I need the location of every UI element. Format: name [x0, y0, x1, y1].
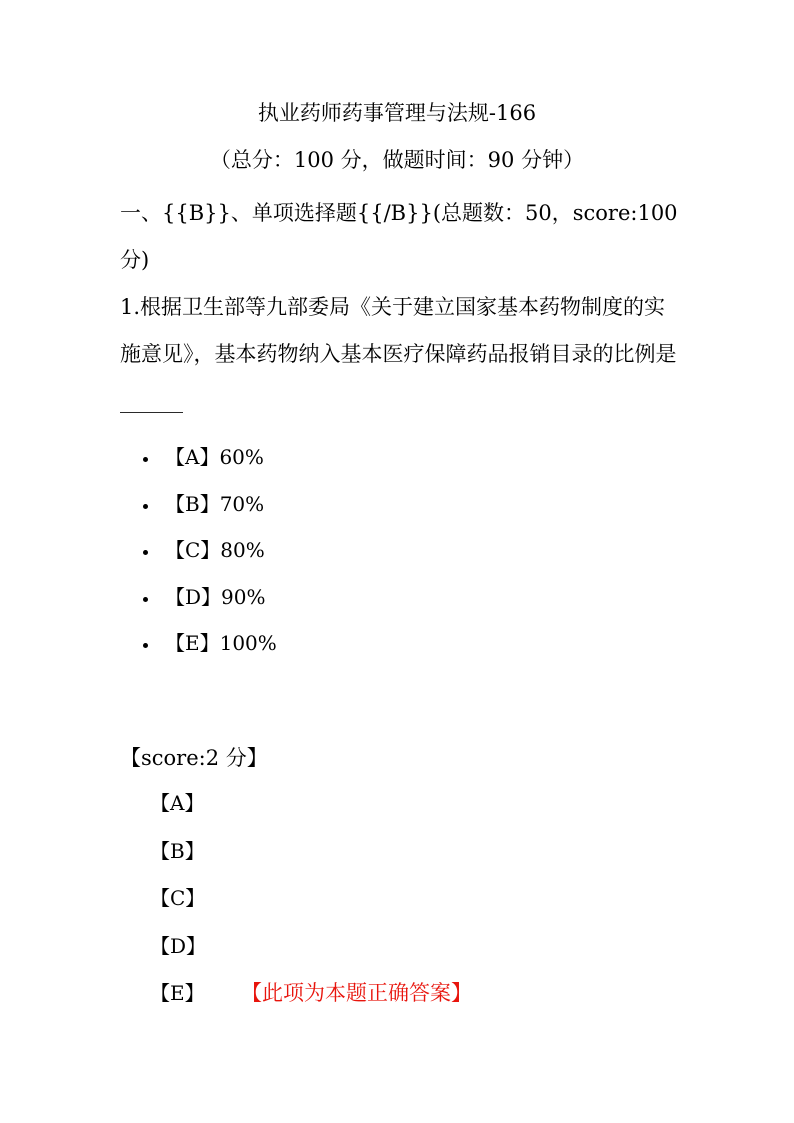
exam-info: （总分：100 分，做题时间：90 分钟）	[209, 148, 585, 172]
answer-label: 【A】	[150, 791, 205, 815]
bullet-icon	[143, 597, 148, 602]
bullet-icon	[143, 550, 148, 555]
option-b	[0, 489, 277, 536]
page-title: 执业药师药事管理与法规-166	[257, 101, 537, 125]
answer-label: 【C】	[150, 886, 206, 910]
option-d	[0, 582, 277, 629]
answer-label: 【D】	[150, 933, 207, 958]
option-e	[0, 628, 277, 675]
answer-c	[150, 883, 472, 931]
bullet-icon	[143, 457, 148, 462]
correct-answer-flag: 【此项为本题正确答案】	[240, 981, 472, 1005]
score-label: 【score:2 分】	[120, 746, 268, 770]
answer-b	[150, 836, 472, 884]
question-text: 1.根据卫生部等九部委局《关于建立国家基本药物制度的实施意见》，基本药物纳入基本医疗保障药品报销目录的比例是______	[120, 295, 677, 413]
answer-list	[150, 788, 472, 1026]
answer-e	[150, 978, 472, 1026]
option-list	[0, 442, 277, 675]
answer-d	[150, 931, 472, 979]
option-label: 【E】100%	[165, 631, 277, 655]
answer-a	[150, 788, 472, 836]
bullet-icon	[143, 643, 148, 648]
option-label: 【A】60%	[165, 445, 264, 469]
option-label: 【D】90%	[165, 584, 266, 609]
option-label: 【C】80%	[165, 538, 265, 562]
answer-label: 【B】	[150, 838, 205, 863]
option-label: 【B】70%	[165, 491, 265, 516]
section-heading: 一、{{B}}、单项选择题{{/B}}(总题数：50，score:100 分)	[120, 201, 678, 272]
option-a	[0, 442, 277, 489]
option-c	[0, 535, 277, 582]
bullet-icon	[143, 504, 148, 509]
answer-label: 【E】	[150, 981, 205, 1005]
